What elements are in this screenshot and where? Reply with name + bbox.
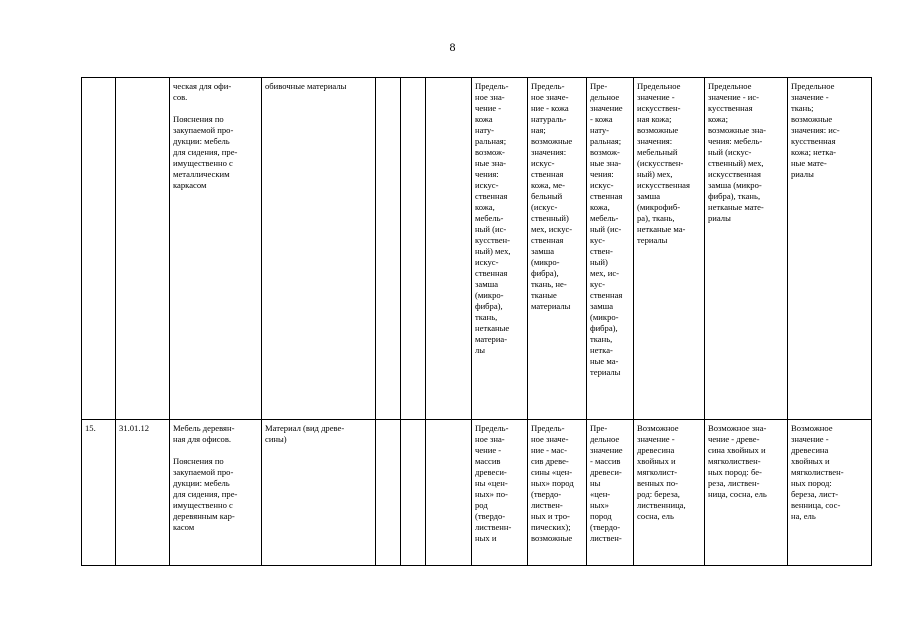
cell-text-line: ная для офисов. xyxy=(173,434,232,444)
cell-text-line: ные зна- xyxy=(590,158,622,168)
cell-text-line: листвен- xyxy=(531,500,563,510)
cell-text-line: ственная xyxy=(531,235,564,245)
cell-text-line: Пре- xyxy=(590,423,608,433)
cell-text-line: (твердо- xyxy=(475,511,506,521)
empty-cell xyxy=(426,78,472,420)
cell-text-line: териалы xyxy=(637,235,668,245)
cell-text-line: каркасом xyxy=(173,180,207,190)
cell-text-line: мягколист- xyxy=(637,467,678,477)
cell-text-line: (микро- xyxy=(531,257,560,267)
cell-text-line: лиственница, xyxy=(637,500,686,510)
cell-text-line: касом xyxy=(173,522,195,532)
table-row xyxy=(82,420,872,566)
cell-text-line: фибра), xyxy=(475,301,503,311)
empty-cell xyxy=(376,420,401,566)
cell-text-line: искусственная xyxy=(708,169,761,179)
value-cell xyxy=(587,420,634,566)
empty-cell xyxy=(376,78,401,420)
cell-text-line: ных пород: xyxy=(791,478,832,488)
cell-text-line: ное зна- xyxy=(475,434,505,444)
cell-text-line: дельное xyxy=(590,434,620,444)
cell-text-line: мебельный xyxy=(637,147,678,157)
cell-text-line: возмож- xyxy=(590,147,620,157)
cell-text-line: ное зна- xyxy=(475,92,505,102)
cell-text-line: береза, лист- xyxy=(791,489,839,499)
cell-text-line: замша xyxy=(590,301,614,311)
table-row xyxy=(82,78,872,420)
cell-text-line: Предельное xyxy=(637,81,681,91)
cell-text-line: возможные зна- xyxy=(708,125,767,135)
empty-cell xyxy=(401,420,426,566)
cell-text-line: (микро- xyxy=(475,290,504,300)
cell-text-line: хвойных и xyxy=(637,456,676,466)
cell-text-line: бельный xyxy=(531,191,563,201)
cell-text-line: венных по- xyxy=(637,478,678,488)
value-cell xyxy=(472,78,528,420)
cell-text-line: нетканые ма- xyxy=(637,224,686,234)
cell-text-line: - массив xyxy=(590,456,621,466)
cell-text-line: ных и xyxy=(475,533,497,543)
cell-text-line: нетканые xyxy=(475,323,510,333)
cell-text-line: чения: xyxy=(590,169,614,179)
cell-text-line: закупаемой про- xyxy=(173,125,234,135)
cell-text-line: древеси- xyxy=(590,467,622,477)
cell-text-line: значение xyxy=(590,445,623,455)
cell-text-line: деревянным кар- xyxy=(173,511,235,521)
value-cell xyxy=(528,78,587,420)
cell-text-line: ра), ткань, xyxy=(637,213,675,223)
cell-text-line: лы xyxy=(475,345,486,355)
cell-text-line: ный (искус- xyxy=(708,147,752,157)
cell-text-line: ственная xyxy=(590,290,623,300)
cell-text-line: ные зна- xyxy=(475,158,507,168)
cell-text-line: хвойных и xyxy=(791,456,830,466)
cell-text-line: обивочные материалы xyxy=(265,81,347,91)
cell-text-line: Пояснения по xyxy=(173,456,224,466)
cell-text-line: кожа xyxy=(475,114,493,124)
value-cell xyxy=(472,420,528,566)
cell-text-line: ны «цен- xyxy=(475,478,508,488)
cell-text-line: материалы xyxy=(531,301,571,311)
cell-text-line: ткань, xyxy=(475,312,498,322)
cell-text-line: возможные xyxy=(637,125,679,135)
value-cell xyxy=(528,420,587,566)
product-name-cell xyxy=(170,420,262,566)
cell-text-line: листвен- xyxy=(590,533,622,543)
cell-text-line: для сидения, пре- xyxy=(173,147,238,157)
value-cell xyxy=(634,420,705,566)
product-name-cell xyxy=(170,78,262,420)
cell-text-line: замша xyxy=(475,279,499,289)
cell-text-line: замша (микро- xyxy=(708,180,762,190)
cell-text-line: (твердо- xyxy=(590,522,621,532)
cell-text-line: значение xyxy=(590,103,623,113)
cell-text-line: ный (ис- xyxy=(475,224,507,234)
cell-text-line: ные мате- xyxy=(791,158,827,168)
cell-text-line: ственная xyxy=(590,191,623,201)
cell-text-line: пических); xyxy=(531,522,571,532)
cell-text-line: ственная xyxy=(475,191,508,201)
cell-text-line: реза, листвен- xyxy=(708,478,760,488)
cell-text-line: материа- xyxy=(475,334,508,344)
cell-text-line: замша xyxy=(531,246,555,256)
okpd-code-cell xyxy=(116,78,170,420)
cell-text-line: ных пород: бе- xyxy=(708,467,762,477)
cell-text-line: значения: xyxy=(637,136,673,146)
cell-text-line: древеси- xyxy=(475,467,507,477)
cell-text-line: Пояснения по xyxy=(173,114,224,124)
cell-text-line: (твердо- xyxy=(531,489,562,499)
cell-text-line: кожа; нетка- xyxy=(791,147,836,157)
cell-text-line: искусствен- xyxy=(637,103,681,113)
cell-text-line: кус- xyxy=(590,235,606,245)
okpd-code-cell: 31.01.12 xyxy=(116,420,170,566)
cell-text-line: мебель- xyxy=(590,213,619,223)
cell-text-line: чение - древе- xyxy=(708,434,760,444)
cell-text-line: на, ель xyxy=(791,511,816,521)
cell-text-line: териалы xyxy=(590,367,621,377)
cell-text-line: тканые xyxy=(531,290,557,300)
cell-text-line: чения: мебель- xyxy=(708,136,763,146)
cell-text-line: закупаемой про- xyxy=(173,467,234,477)
cell-text-line: кус- xyxy=(590,279,606,289)
cell-text-line: кожа, ме- xyxy=(531,180,565,190)
cell-text-line: имущественно с xyxy=(173,158,233,168)
cell-text-line: мягколиствен- xyxy=(791,467,844,477)
cell-text-line: ственная xyxy=(531,169,564,179)
empty-cell xyxy=(426,420,472,566)
cell-text-line: сины) xyxy=(265,434,287,444)
cell-text-line: ных и тро- xyxy=(531,511,570,521)
cell-text-line: Предель- xyxy=(475,423,509,433)
row-number-cell: 15. xyxy=(82,420,116,566)
page-number: 8 xyxy=(449,40,456,54)
cell-text-line: мех, искус- xyxy=(531,224,573,234)
cell-text-line: ных» по- xyxy=(475,489,508,499)
cell-text-line: возмож- xyxy=(475,147,505,157)
cell-text-line: искус- xyxy=(531,158,555,168)
cell-text-line: Пре- xyxy=(590,81,608,91)
cell-text-line: ное значе- xyxy=(531,434,569,444)
cell-text-line: значение - ис- xyxy=(708,92,760,102)
characteristic-cell xyxy=(262,78,376,420)
cell-text-line: мех, ис- xyxy=(590,268,620,278)
cell-text-line: ние - кожа xyxy=(531,103,569,113)
cell-text-line: возможные xyxy=(531,136,573,146)
cell-text-line: ная кожа; xyxy=(637,114,672,124)
cell-text-line: искус- xyxy=(590,180,614,190)
cell-text-line: ный) мех, xyxy=(637,169,673,179)
cell-text-line: древесина xyxy=(791,445,829,455)
cell-text-line: ствен- xyxy=(590,246,613,256)
cell-text-line: ткань, не- xyxy=(531,279,567,289)
cell-text-line: венница, сос- xyxy=(791,500,841,510)
cell-text-line: нату- xyxy=(590,125,609,135)
cell-text-line: нетканые мате- xyxy=(708,202,764,212)
value-cell xyxy=(705,78,788,420)
empty-cell xyxy=(401,78,426,420)
cell-text-line: возможные xyxy=(791,114,833,124)
cell-text-line: искус- xyxy=(475,257,499,267)
cell-text-line: кусственная xyxy=(791,136,836,146)
value-cell xyxy=(788,420,872,566)
cell-text-line: искусственная xyxy=(637,180,690,190)
cell-text-line: ные ма- xyxy=(590,356,619,366)
cell-text-line: род xyxy=(475,500,488,510)
cell-text-line: лиственн- xyxy=(475,522,512,532)
cell-text-line: ческая для офи- xyxy=(173,81,232,91)
cell-text-line: имущественно с xyxy=(173,500,233,510)
cell-text-line: чение - xyxy=(475,103,502,113)
cell-text-line: ница, сосна, ель xyxy=(708,489,767,499)
cell-text-line: (искус- xyxy=(531,202,558,212)
cell-text-line: Мебель деревян- xyxy=(173,423,235,433)
cell-text-line: сив древе- xyxy=(531,456,569,466)
cell-text-line xyxy=(173,445,258,456)
cell-text-line: фибра), xyxy=(590,323,618,333)
cell-text-line: Возможное xyxy=(637,423,679,433)
cell-text-line: для сидения, пре- xyxy=(173,489,238,499)
row-number-cell xyxy=(82,78,116,420)
cell-text-line: ткань; xyxy=(791,103,814,113)
cell-text-line: мягколиствен- xyxy=(708,456,761,466)
cell-text-line: кожа, xyxy=(590,202,610,212)
cell-text-line: пород xyxy=(590,511,612,521)
cell-text-line: ние - мас- xyxy=(531,445,568,455)
cell-text-line: сины «цен- xyxy=(531,467,573,477)
cell-text-line: ны xyxy=(590,478,601,488)
cell-text-line: кусственная xyxy=(708,103,753,113)
cell-text-line: нетка- xyxy=(590,345,613,355)
cell-text-line xyxy=(173,103,258,114)
cell-text-line: сосна, ель xyxy=(637,511,674,521)
cell-text-line: «цен- xyxy=(590,489,611,499)
cell-text-line: (искусствен- xyxy=(637,158,684,168)
cell-text-line: чения: xyxy=(475,169,499,179)
cell-text-line: дельное xyxy=(590,92,620,102)
cell-text-line: ственный) xyxy=(531,213,569,223)
cell-text-line: кусствен- xyxy=(475,235,511,245)
cell-text-line: металлическим xyxy=(173,169,230,179)
cell-text-line: род: береза, xyxy=(637,489,680,499)
cell-text-line: ное значе- xyxy=(531,92,569,102)
value-cell xyxy=(705,420,788,566)
cell-text-line: дукции: мебель xyxy=(173,136,230,146)
cell-text-line: чение - xyxy=(475,445,502,455)
requirements-table xyxy=(81,77,872,566)
cell-text-line: значение - xyxy=(637,92,675,102)
cell-text-line: натураль- xyxy=(531,114,567,124)
cell-text-line: значение - xyxy=(791,92,829,102)
cell-text-line: ткань, xyxy=(590,334,613,344)
cell-text-line: кожа; xyxy=(708,114,728,124)
cell-text-line: Предель- xyxy=(531,81,565,91)
cell-text-line: кожа, xyxy=(475,202,495,212)
cell-text-line: ственный) мех, xyxy=(708,158,764,168)
value-cell xyxy=(634,78,705,420)
cell-text-line: массив xyxy=(475,456,501,466)
cell-text-line: - кожа xyxy=(590,114,613,124)
cell-text-line: значение - xyxy=(637,434,675,444)
cell-text-line: дукции: мебель xyxy=(173,478,230,488)
cell-text-line: ральная; xyxy=(590,136,622,146)
cell-text-line: древесина xyxy=(637,445,675,455)
cell-text-line: фибра), ткань, xyxy=(708,191,761,201)
cell-text-line: Предельное xyxy=(791,81,835,91)
cell-text-line: сов. xyxy=(173,92,188,102)
characteristic-cell xyxy=(262,420,376,566)
cell-text-line: ральная; xyxy=(475,136,507,146)
cell-text-line: ственная xyxy=(475,268,508,278)
cell-text-line: значения: ис- xyxy=(791,125,840,135)
cell-text-line: нату- xyxy=(475,125,494,135)
value-cell xyxy=(587,78,634,420)
cell-text-line: значения: xyxy=(531,147,567,157)
cell-text-line: ных» пород xyxy=(531,478,574,488)
cell-text-line: Предель- xyxy=(531,423,565,433)
cell-text-line: ный (ис- xyxy=(590,224,622,234)
cell-text-line: Возможное зна- xyxy=(708,423,767,433)
cell-text-line: ных» xyxy=(590,500,609,510)
cell-text-line: риалы xyxy=(708,213,731,223)
cell-text-line: Материал (вид древе- xyxy=(265,423,345,433)
cell-text-line: замша xyxy=(637,191,661,201)
cell-text-line: (микрофиб- xyxy=(637,202,681,212)
cell-text-line: ный) мех, xyxy=(475,246,511,256)
cell-text-line: (микро- xyxy=(590,312,619,322)
cell-text-line: значение - xyxy=(791,434,829,444)
cell-text-line: Предель- xyxy=(475,81,509,91)
cell-text-line: сина хвойных и xyxy=(708,445,766,455)
cell-text-line: фибра), xyxy=(531,268,559,278)
cell-text-line: ный) xyxy=(590,257,608,267)
cell-text-line: мебель- xyxy=(475,213,504,223)
cell-text-line: искус- xyxy=(475,180,499,190)
value-cell xyxy=(788,78,872,420)
cell-text-line: риалы xyxy=(791,169,814,179)
cell-text-line: возможные xyxy=(531,533,573,543)
cell-text-line: ная; xyxy=(531,125,546,135)
cell-text-line: Возможное xyxy=(791,423,833,433)
cell-text-line: Предельное xyxy=(708,81,752,91)
